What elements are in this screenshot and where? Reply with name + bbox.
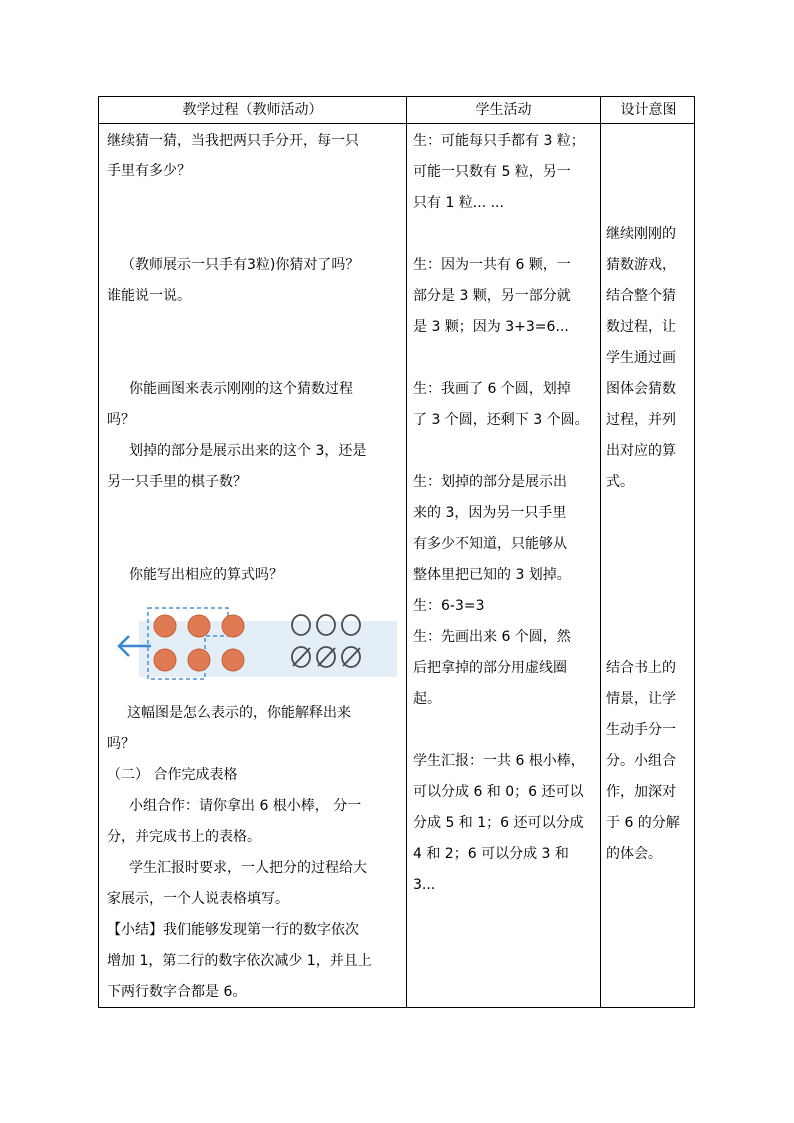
student-text-line: 只有 1 粒... ... bbox=[413, 195, 504, 211]
intent-text-line: 数过程，让 bbox=[606, 319, 676, 335]
teacher-text-line: 另一只手里的棋子数？ bbox=[107, 474, 247, 490]
header-teacher-activity: 教学过程（教师活动） bbox=[182, 102, 323, 118]
student-text-line: 起。 bbox=[413, 691, 441, 707]
intent-text-line: 过程，并列 bbox=[606, 412, 676, 428]
student-text-line: 学生汇报：一共 6 根小棒， bbox=[413, 753, 585, 769]
student-text-line: 可能一只数有 5 粒，另一 bbox=[413, 164, 571, 180]
intent-text-line: 结合书上的 bbox=[606, 660, 676, 676]
teacher-text-line: 谁能说一说。 bbox=[107, 288, 191, 304]
summary-text-line: 下两行数字合都是 6。 bbox=[107, 984, 247, 1000]
teacher-text-line: （教师展示一只手有3粒)你猜对了吗？ bbox=[121, 257, 360, 273]
student-text-line: 可以分成 6 和 0；6 还可以 bbox=[413, 784, 584, 800]
student-text-line: 3... bbox=[413, 877, 436, 893]
student-text-line: 4 和 2；6 可以分成 3 和 bbox=[413, 846, 569, 862]
intent-text-line: 生动手分一 bbox=[606, 722, 676, 738]
bead-row-bottom bbox=[154, 649, 244, 671]
student-text-line: 生：划掉的部分是展示出 bbox=[413, 474, 567, 490]
student-text-line: 是 3 颗；因为 3+3=6... bbox=[413, 319, 569, 335]
intent-text-line: 出对应的算 bbox=[606, 443, 676, 459]
teacher-text-line: 你能画图来表示刚刚的这个猜数过程 bbox=[129, 381, 353, 397]
teacher-text-line: 分，并完成书上的表格。 bbox=[107, 829, 261, 845]
teacher-text-line: 小组合作：请你拿出 6 根小棒， 分一 bbox=[129, 798, 362, 814]
header-student-activity: 学生活动 bbox=[475, 102, 532, 118]
intent-text-line: 图体会猜数 bbox=[606, 381, 676, 397]
lesson-plan-table bbox=[98, 96, 695, 1008]
intent-text-line: 情景，让学 bbox=[606, 691, 676, 707]
intent-text-line: 分。小组合 bbox=[606, 753, 676, 769]
student-text-line: 生：可能每只手都有 3 粒； bbox=[413, 133, 585, 149]
bead bbox=[188, 615, 210, 637]
bead bbox=[154, 615, 176, 637]
student-text-line: 后把拿掉的部分用虚线圈 bbox=[413, 660, 567, 676]
bead-row-top bbox=[154, 615, 244, 637]
teacher-text-line: 继续猜一猜，当我把两只手分开，每一只 bbox=[107, 133, 359, 149]
intent-text-line: 式。 bbox=[606, 474, 634, 490]
student-text-line: 生：我画了 6 个圆，划掉 bbox=[413, 381, 571, 397]
intent-text-line: 的体会。 bbox=[606, 846, 662, 862]
teacher-text-line: 家展示，一个人说表格填写。 bbox=[107, 891, 289, 907]
intent-text-line: 学生通过画 bbox=[606, 350, 676, 366]
header-design-intent: 设计意图 bbox=[620, 102, 677, 118]
teacher-text-line: 你能写出相应的算式吗？ bbox=[129, 567, 283, 583]
bead bbox=[222, 615, 244, 637]
summary-text-line: 增加 1，第二行的数字依次减少 1，并且上 bbox=[107, 953, 372, 969]
student-text-line: 生：因为一共有 6 颗，一 bbox=[413, 257, 571, 273]
bead bbox=[222, 649, 244, 671]
column-divider-1 bbox=[406, 97, 407, 1007]
teacher-text-line: 吗？ bbox=[107, 412, 135, 428]
student-text-line: 分成 5 和 1；6 还可以分成 bbox=[413, 815, 584, 831]
bead bbox=[154, 649, 176, 671]
intent-text-line: 于 6 的分解 bbox=[606, 815, 680, 831]
student-text-line: 有多少不知道，只能够从 bbox=[413, 536, 567, 552]
intent-text-line: 继续刚刚的 bbox=[606, 226, 676, 242]
table-header-row bbox=[99, 97, 694, 124]
intent-text-line: 猜数游戏， bbox=[606, 257, 676, 273]
student-text-line: 部分是 3 颗，另一部分就 bbox=[413, 288, 571, 304]
student-text-line: 生：先画出来 6 个圆，然 bbox=[413, 629, 571, 645]
teacher-text-line: 划掉的部分是展示出来的这个 3，还是 bbox=[129, 443, 367, 459]
section-heading: （二） 合作完成表格 bbox=[107, 767, 238, 783]
bead bbox=[188, 649, 210, 671]
intent-text-line: 作，加深对 bbox=[606, 784, 676, 800]
teacher-text-line: 吗？ bbox=[107, 736, 135, 752]
column-divider-2 bbox=[600, 97, 601, 1007]
intent-text-line: 结合整个猜 bbox=[606, 288, 676, 304]
bead-circles-figure bbox=[115, 607, 397, 681]
teacher-text-line: 这幅图是怎么表示的，你能解释出来 bbox=[127, 705, 351, 721]
teacher-text-line: 学生汇报时要求，一人把分的过程给大 bbox=[129, 860, 367, 876]
student-text-line: 了 3 个圆，还剩下 3 个圆。 bbox=[413, 412, 589, 428]
teacher-text-line: 手里有多少？ bbox=[107, 163, 191, 179]
student-text-line: 来的 3，因为另一只手里 bbox=[413, 505, 567, 521]
student-text-line: 整体里把已知的 3 划掉。 bbox=[413, 567, 571, 583]
student-text-line: 生：6-3=3 bbox=[413, 598, 485, 614]
summary-text-line: 【小结】我们能够发现第一行的数字依次 bbox=[107, 922, 359, 938]
